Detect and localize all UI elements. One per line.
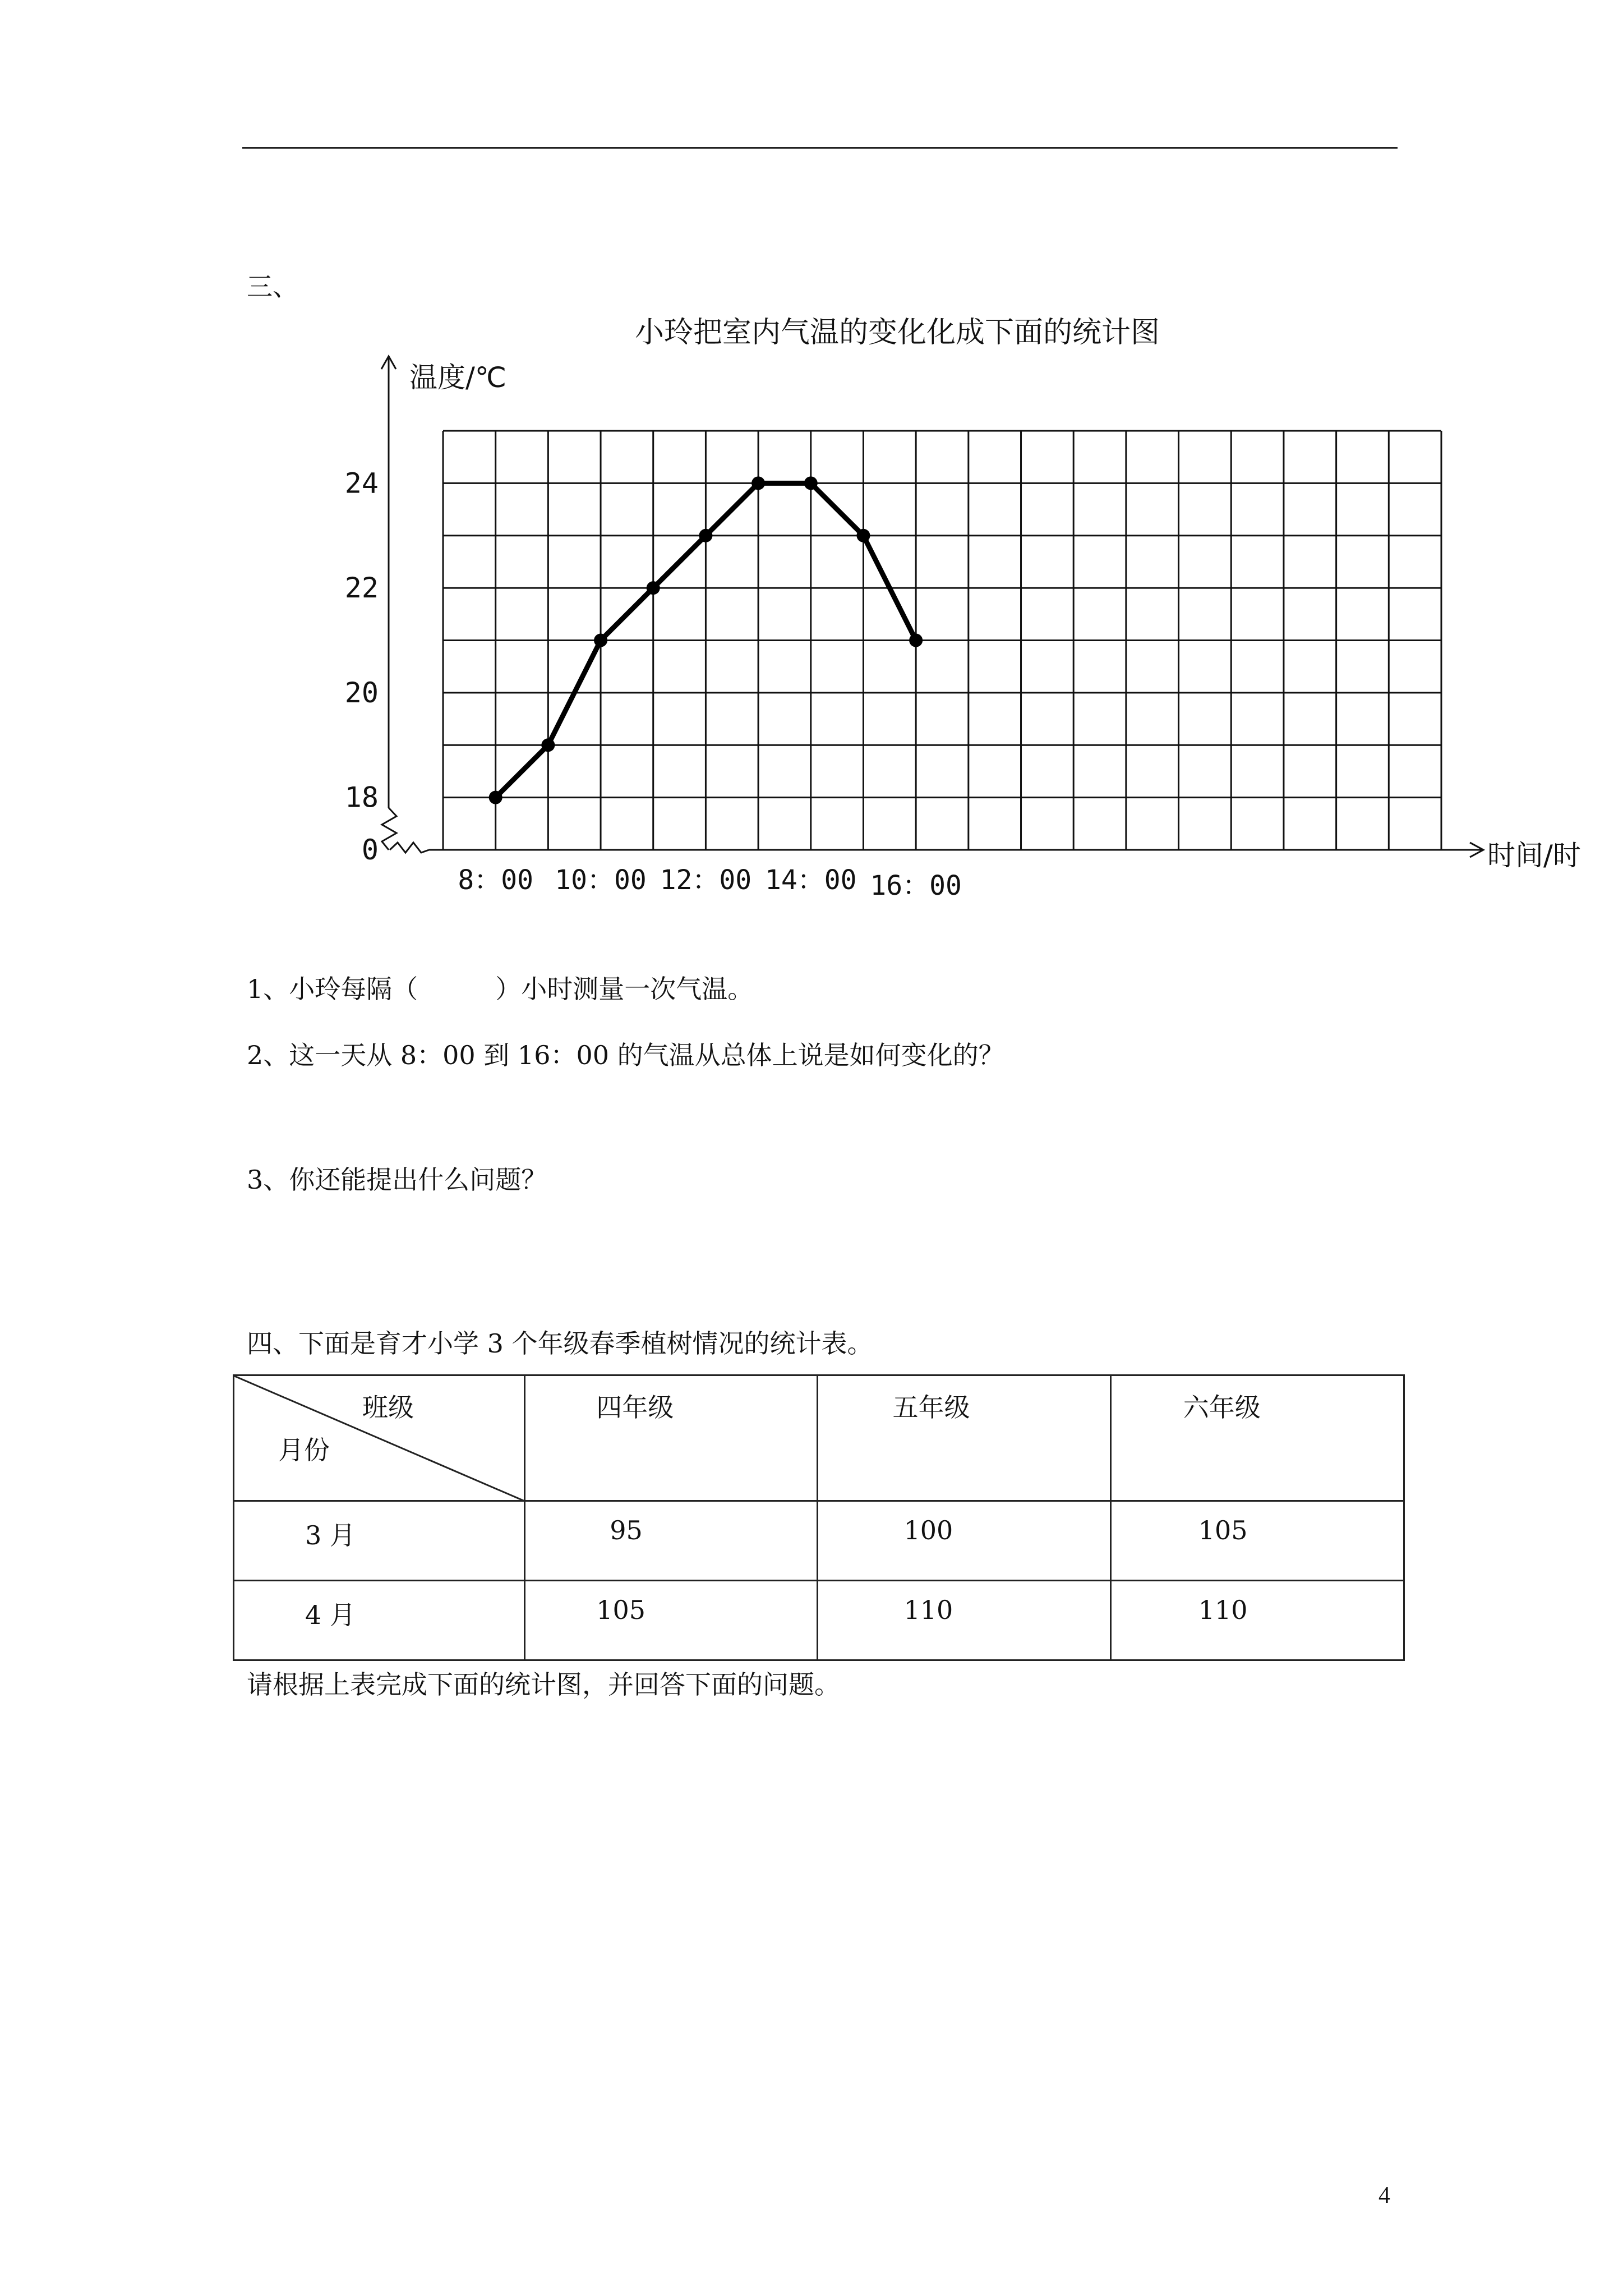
temperature-line-chart xyxy=(325,303,1615,920)
y-tick-label: 20 xyxy=(344,676,379,709)
x-tick-label: 16：00 xyxy=(870,870,962,901)
data-point xyxy=(541,738,555,752)
table-cell: 105 xyxy=(525,1581,818,1660)
question-1: 1、小玲每隔（ ）小时测量一次气温。 xyxy=(247,974,754,1004)
chart-grid xyxy=(443,431,1441,850)
table-row-label: 4 月 xyxy=(234,1581,525,1660)
chart-title: 小玲把室内气温的变化化成下面的统计图 xyxy=(634,316,1160,349)
data-point xyxy=(804,476,818,490)
x-axis-break-zigzag xyxy=(390,843,429,853)
table-cell: 100 xyxy=(818,1501,1110,1581)
data-point xyxy=(751,476,765,490)
x-tick-label: 12：00 xyxy=(660,864,752,896)
data-point xyxy=(489,791,502,804)
corner-label-class: 班级 xyxy=(362,1392,414,1423)
table-row-label: 3 月 xyxy=(234,1501,525,1581)
header-rule xyxy=(242,147,1398,149)
question-3: 3、你还能提出什么问题？ xyxy=(247,1165,547,1195)
table-row xyxy=(234,1581,1404,1660)
data-point xyxy=(909,634,923,647)
x-axis-label: 时间/时 xyxy=(1487,839,1581,872)
data-point xyxy=(856,529,870,542)
question-2: 2、这一天从 8：00 到 16：00 的气温从总体上说是如何变化的？ xyxy=(247,1040,1004,1070)
table-row xyxy=(234,1501,1404,1581)
x-tick-label: 14：00 xyxy=(764,864,857,896)
y-tick-label: 0 xyxy=(361,834,379,866)
y-tick-label: 18 xyxy=(344,781,379,814)
corner-label-month: 月份 xyxy=(278,1435,330,1465)
page-number: 4 xyxy=(1378,2183,1390,2208)
table-corner-cell xyxy=(234,1375,525,1501)
x-tick-label: 10：00 xyxy=(555,864,647,896)
x-tick-labels xyxy=(458,864,962,901)
data-point xyxy=(647,581,660,595)
table-cell: 95 xyxy=(525,1501,818,1581)
x-tick-label: 8：00 xyxy=(458,864,534,896)
table-column-header: 五年级 xyxy=(818,1375,1110,1501)
y-axis-label: 温度/℃ xyxy=(409,361,506,394)
table-column-header: 四年级 xyxy=(525,1375,818,1501)
data-point xyxy=(699,529,712,542)
table-cell: 105 xyxy=(1110,1501,1404,1581)
y-axis-break-zigzag xyxy=(382,808,396,850)
section-four-instruction: 请根据上表完成下面的统计图，并回答下面的问题。 xyxy=(247,1669,840,1700)
table-cell: 110 xyxy=(818,1581,1110,1660)
tree-planting-table xyxy=(233,1374,1405,1661)
section-three-label: 三、 xyxy=(247,272,298,302)
table-header-row xyxy=(234,1375,1404,1501)
section-four-heading: 四、下面是育才小学 3 个年级春季植树情况的统计表。 xyxy=(247,1328,873,1359)
y-tick-labels xyxy=(345,467,379,866)
y-tick-label: 24 xyxy=(344,467,379,500)
y-tick-label: 22 xyxy=(344,572,379,605)
table-column-header: 六年级 xyxy=(1110,1375,1404,1501)
table-cell: 110 xyxy=(1110,1581,1404,1660)
data-point xyxy=(594,634,607,647)
